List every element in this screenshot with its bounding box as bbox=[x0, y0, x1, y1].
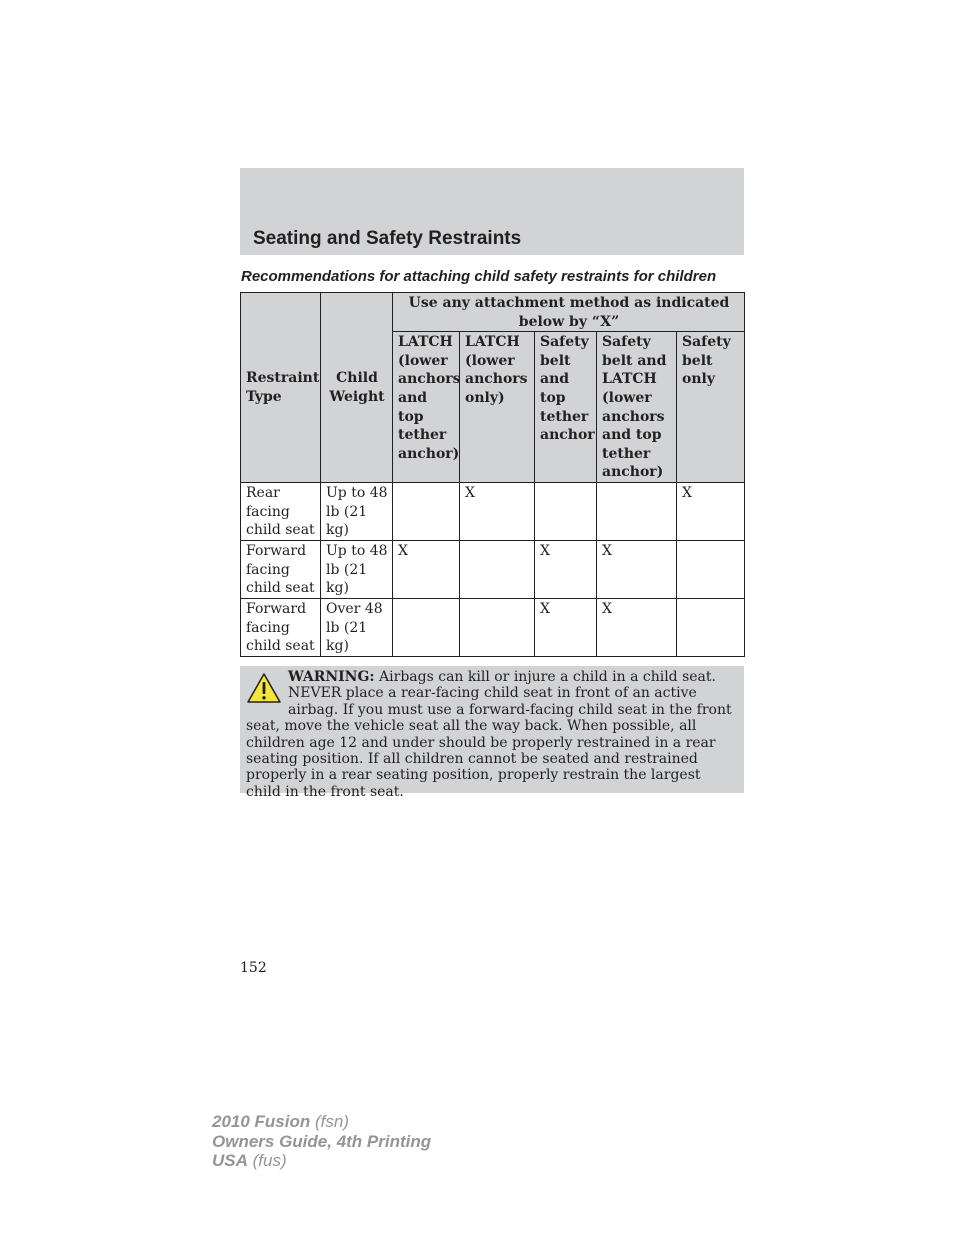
warning-triangle-icon bbox=[246, 672, 282, 704]
cell-mark bbox=[677, 540, 745, 598]
cell-restraint-type: Forward facing child seat bbox=[241, 540, 321, 598]
cell-child-weight: Over 48 lb (21 kg) bbox=[321, 598, 393, 656]
footer-market: USA bbox=[212, 1151, 248, 1170]
warning-text: Airbags can kill or injure a child in a child seat. NEVER place a rear-facing child seat in front of an active airbag. If you must use a forward-facing child seat in the front seat, move the vehicle seat all the way back. When possible, all children age 12 and under should be properly restrained in a rear seating position. If all children cannot be seated and restrained properly in a rear seating position, properly restrain the largest child in the front seat. bbox=[246, 669, 732, 800]
cell-mark bbox=[677, 598, 745, 656]
warning-label: WARNING: bbox=[288, 669, 375, 685]
cell-mark: X bbox=[677, 482, 745, 540]
header-method: Safety belt and top tether anchor bbox=[535, 332, 597, 483]
cell-mark: X bbox=[597, 540, 677, 598]
cell-mark bbox=[393, 598, 460, 656]
footer-market-code: (fus) bbox=[252, 1151, 287, 1170]
warning-box bbox=[240, 666, 744, 800]
cell-mark bbox=[535, 482, 597, 540]
child-restraint-table bbox=[240, 292, 745, 657]
footer-model-code: (fsn) bbox=[315, 1112, 349, 1131]
footer-model: 2010 Fusion bbox=[212, 1112, 311, 1131]
table-row bbox=[241, 540, 745, 598]
cell-mark: X bbox=[393, 540, 460, 598]
cell-restraint-type: Forward facing child seat bbox=[241, 598, 321, 656]
header-attachment-method: Use any attachment method as indicated below by “X” bbox=[393, 293, 745, 332]
document-footer bbox=[212, 1112, 431, 1171]
cell-mark: X bbox=[535, 598, 597, 656]
header-method: Safety belt and LATCH (lower anchors and top tether anchor) bbox=[597, 332, 677, 483]
cell-mark: X bbox=[597, 598, 677, 656]
cell-mark bbox=[460, 540, 535, 598]
header-child-weight: Child Weight bbox=[321, 293, 393, 483]
cell-mark bbox=[597, 482, 677, 540]
header-method: LATCH (lower anchors only) bbox=[460, 332, 535, 483]
table-row bbox=[241, 482, 745, 540]
table-row bbox=[241, 598, 745, 656]
cell-mark bbox=[460, 598, 535, 656]
cell-child-weight: Up to 48 lb (21 kg) bbox=[321, 540, 393, 598]
header-method: LATCH (lower anchors and top tether anchor) bbox=[393, 332, 460, 483]
cell-restraint-type: Rear facing child seat bbox=[241, 482, 321, 540]
table-subtitle: Recommendations for attaching child safety restraints for children bbox=[241, 268, 717, 285]
footer-line-market bbox=[212, 1151, 431, 1171]
header-method: Safety belt only bbox=[677, 332, 745, 483]
cell-child-weight: Up to 48 lb (21 kg) bbox=[321, 482, 393, 540]
cell-mark: X bbox=[460, 482, 535, 540]
cell-mark bbox=[393, 482, 460, 540]
footer-line-guide: Owners Guide, 4th Printing bbox=[212, 1131, 432, 1151]
cell-mark: X bbox=[535, 540, 597, 598]
page-number: 152 bbox=[240, 960, 267, 976]
section-title: Seating and Safety Restraints bbox=[253, 228, 522, 249]
header-restraint-type: Restraint Type bbox=[241, 293, 321, 483]
footer-line-model bbox=[212, 1112, 431, 1132]
